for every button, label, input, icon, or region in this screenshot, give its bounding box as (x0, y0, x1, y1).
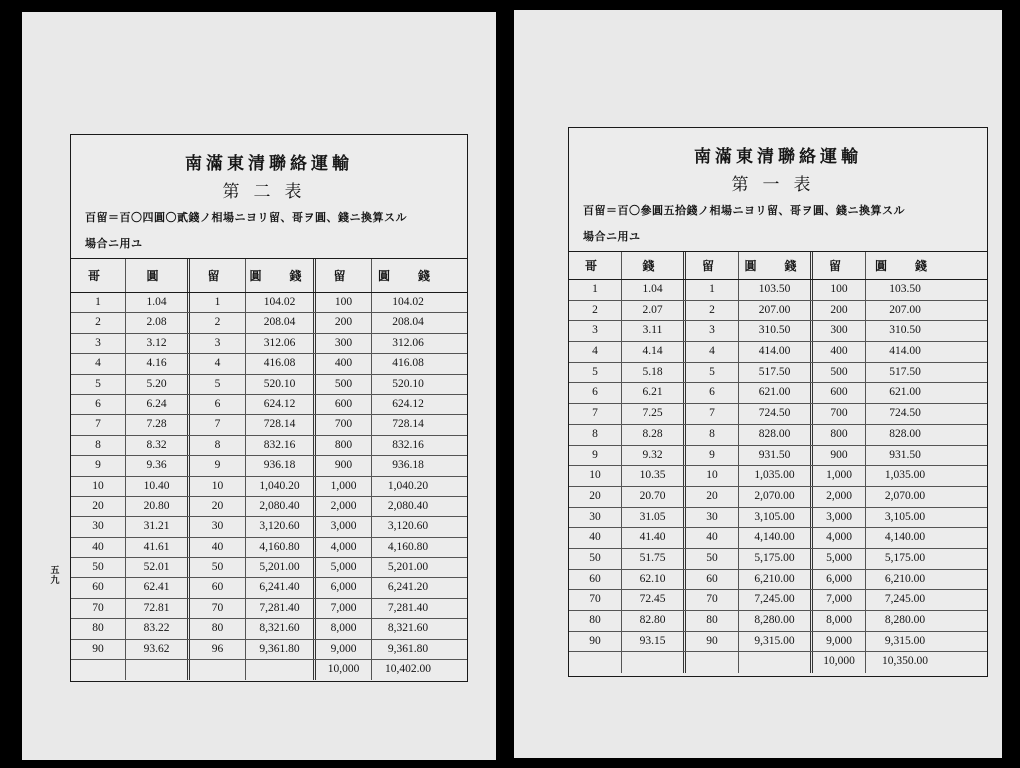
table-cell: 2 (686, 301, 739, 321)
table-cell: 9,361.80 (246, 640, 316, 659)
table-row (569, 549, 987, 570)
table-cell: 931.50 (739, 446, 813, 466)
table-cell: 62.41 (126, 578, 190, 597)
table-cell: 200 (813, 301, 866, 321)
note-line: 百留＝百〇參圓五拾錢ノ相場ニヨリ留、哥ヲ圓、錢ニ換算スル (583, 204, 905, 217)
table-cell (569, 652, 622, 673)
table-cell: 4,140.00 (884, 531, 926, 544)
table-cell: 400 (813, 342, 866, 362)
conversion-table-1 (568, 127, 988, 677)
table-cell: 90 (686, 632, 739, 652)
table-cell: 624.12 (246, 395, 316, 414)
table-cell: 3,000 (813, 508, 866, 528)
table-cell: 312.06 (392, 336, 424, 349)
table-cell: 100 (813, 280, 866, 300)
table-row (569, 321, 987, 342)
table-cell: 10,000 (316, 660, 372, 680)
table-cell: 20 (71, 497, 126, 516)
table-row (71, 436, 467, 456)
table-cell: 5,000 (813, 549, 866, 569)
table-cell: 30 (569, 508, 622, 528)
table-cell: 51.75 (622, 549, 686, 569)
table-cell: 70 (190, 599, 246, 618)
table-cell: 31.05 (622, 508, 686, 528)
table-cell: 9,361.80 (387, 642, 429, 655)
table-cell: 82.80 (622, 611, 686, 631)
table-cell: 724.50 (889, 407, 921, 420)
table-cell: 10 (190, 477, 246, 496)
table-cell: 3,000 (316, 517, 372, 536)
table-cell: 9 (686, 446, 739, 466)
table-cell: 4 (190, 354, 246, 373)
table-cell: 2,000 (813, 487, 866, 507)
table-cell: 2,070.00 (884, 489, 926, 502)
table-cell (622, 652, 686, 673)
table-cell: 6,241.20 (387, 581, 429, 594)
table-cell: 4.14 (622, 342, 686, 362)
table-row (71, 517, 467, 537)
column-header: 圓 錢 (874, 259, 935, 273)
table-row (71, 660, 467, 680)
table-row (71, 497, 467, 517)
table-cell: 8.28 (622, 425, 686, 445)
table-cell: 400 (316, 354, 372, 373)
column-header: 留 (813, 252, 866, 279)
table-cell: 10.35 (622, 466, 686, 486)
table-cell: 3,105.00 (739, 508, 813, 528)
table-cell: 80 (71, 619, 126, 638)
table-cell: 6,000 (813, 570, 866, 590)
table-row (569, 383, 987, 404)
table-cell: 8,321.60 (246, 619, 316, 638)
table-cell: 310.50 (739, 321, 813, 341)
table-cell: 50 (71, 558, 126, 577)
table-cell: 20 (569, 487, 622, 507)
table-cell: 936.18 (392, 459, 424, 472)
table-cell (739, 652, 813, 673)
column-header: 留 (316, 259, 372, 292)
table-cell: 10 (569, 466, 622, 486)
table-cell: 7,245.00 (739, 590, 813, 610)
table-cell: 621.00 (739, 383, 813, 403)
table-cell: 3 (569, 321, 622, 341)
column-header: 圓 (126, 259, 190, 292)
table-cell: 4,160.80 (387, 540, 429, 553)
table-cell: 50 (686, 549, 739, 569)
column-header: 留 (686, 252, 739, 279)
table-row (71, 354, 467, 374)
table-cell: 72.45 (622, 590, 686, 610)
right-page (514, 10, 1002, 758)
column-header: 哥 (569, 252, 622, 279)
note-line: 場合ニ用ユ (583, 230, 641, 243)
table-cell: 9,315.00 (739, 632, 813, 652)
table-cell: 60 (569, 570, 622, 590)
table-cell: 70 (71, 599, 126, 618)
table-cell: 1,040.20 (246, 477, 316, 496)
table-row (71, 456, 467, 476)
table-cell: 416.08 (246, 354, 316, 373)
table-cell: 9.36 (126, 456, 190, 475)
table-cell: 6 (569, 383, 622, 403)
table-cell: 40 (686, 528, 739, 548)
table-cell: 7.25 (622, 404, 686, 424)
table-cell: 9 (569, 446, 622, 466)
table-cell: 300 (316, 334, 372, 353)
table-cell: 20 (686, 487, 739, 507)
table-cell: 800 (813, 425, 866, 445)
table-cell: 520.10 (392, 377, 424, 390)
table-cell: 6 (190, 395, 246, 414)
table-cell: 8 (569, 425, 622, 445)
table-cell (686, 652, 739, 673)
table-cell: 4 (71, 354, 126, 373)
table-cell: 6,241.40 (246, 578, 316, 597)
table-cell: 3.12 (126, 334, 190, 353)
table-cell: 104.02 (246, 293, 316, 312)
table-cell: 828.00 (889, 427, 921, 440)
table-cell: 104.02 (392, 296, 424, 308)
table-header (569, 128, 987, 252)
table-cell: 1 (686, 280, 739, 300)
table-cell: 2,070.00 (739, 487, 813, 507)
table-row (569, 570, 987, 591)
table-cell: 8,000 (316, 619, 372, 638)
table-cell: 6 (686, 383, 739, 403)
table-cell: 3 (190, 334, 246, 353)
table-cell: 6.21 (622, 383, 686, 403)
table-cell: 5,201.00 (387, 561, 429, 574)
table-cell (246, 660, 316, 680)
column-header: 圓 錢 (377, 269, 438, 283)
table-cell: 200 (316, 313, 372, 332)
table-cell: 5,000 (316, 558, 372, 577)
table-cell: 30 (686, 508, 739, 528)
table-row (569, 301, 987, 322)
table-cell: 600 (316, 395, 372, 414)
table-cell: 728.14 (246, 415, 316, 434)
table-cell: 6,210.00 (739, 570, 813, 590)
table-cell: 80 (569, 611, 622, 631)
table-cell: 1.04 (126, 293, 190, 312)
table-cell: 4,160.80 (246, 538, 316, 557)
table-row (569, 466, 987, 487)
table-cell: 310.50 (889, 324, 921, 337)
table-cell: 800 (316, 436, 372, 455)
table-cell: 700 (316, 415, 372, 434)
table-cell: 3 (686, 321, 739, 341)
table-cell: 103.50 (889, 283, 921, 295)
table-cell: 728.14 (392, 418, 424, 431)
table-cell: 10 (71, 477, 126, 496)
table-cell: 90 (71, 640, 126, 659)
table-cell: 9 (190, 456, 246, 475)
table-row (71, 293, 467, 313)
table-cell: 8,280.00 (884, 614, 926, 626)
table-grid (71, 259, 467, 680)
left-page (22, 12, 496, 760)
table-cell: 7,281.40 (246, 599, 316, 618)
table-cell: 10,402.00 (385, 663, 431, 676)
table-cell: 41.61 (126, 538, 190, 557)
table-cell: 8,000 (813, 611, 866, 631)
table-note (85, 205, 453, 257)
table-row (71, 334, 467, 354)
table-row (71, 538, 467, 558)
table-cell: 4 (569, 342, 622, 362)
table-cell: 832.16 (246, 436, 316, 455)
table-cell: 5,201.00 (246, 558, 316, 577)
table-note (583, 198, 973, 250)
table-cell: 103.50 (739, 280, 813, 300)
table-cell: 1,000 (316, 477, 372, 496)
table-cell: 1 (71, 293, 126, 312)
table-cell: 312.06 (246, 334, 316, 353)
table-cell: 80 (190, 619, 246, 638)
table-cell: 1.04 (622, 280, 686, 300)
table-row (71, 477, 467, 497)
table-row (71, 578, 467, 598)
table-cell: 52.01 (126, 558, 190, 577)
table-cell: 20.80 (126, 497, 190, 516)
table-cell: 31.21 (126, 517, 190, 536)
table-row (569, 652, 987, 673)
table-cell: 3,105.00 (884, 510, 926, 523)
table-cell: 5,175.00 (739, 549, 813, 569)
table-row (569, 528, 987, 549)
table-row (71, 395, 467, 415)
table-cell: 5,175.00 (884, 551, 926, 564)
table-row (569, 363, 987, 384)
table-cell: 2 (71, 313, 126, 332)
table-cell: 207.00 (889, 303, 921, 316)
table-cell (126, 660, 190, 680)
table-row (569, 425, 987, 446)
table-cell: 2,080.40 (246, 497, 316, 516)
table-cell: 93.62 (126, 640, 190, 659)
table-row (71, 599, 467, 619)
table-cell: 96 (190, 640, 246, 659)
table-cell: 5 (71, 375, 126, 394)
table-cell: 72.81 (126, 599, 190, 618)
table-cell: 60 (71, 578, 126, 597)
table-row (71, 375, 467, 395)
table-row (71, 619, 467, 639)
table-cell: 93.15 (622, 632, 686, 652)
table-cell: 414.00 (889, 345, 921, 358)
table-cell: 828.00 (739, 425, 813, 445)
table-cell: 520.10 (246, 375, 316, 394)
table-cell: 1,035.00 (739, 466, 813, 486)
table-cell: 500 (316, 375, 372, 394)
table-cell: 6,000 (316, 578, 372, 597)
table-cell: 70 (569, 590, 622, 610)
table-row (569, 446, 987, 467)
table-row (71, 640, 467, 660)
table-cell: 6 (71, 395, 126, 414)
table-cell: 50 (569, 549, 622, 569)
table-row (71, 415, 467, 435)
table-row (71, 558, 467, 578)
column-header: 留 (190, 259, 246, 292)
table-cell: 7,281.40 (387, 601, 429, 614)
table-cell: 7.28 (126, 415, 190, 434)
table-row (569, 508, 987, 529)
table-cell: 5 (569, 363, 622, 383)
table-cell: 8.32 (126, 436, 190, 455)
table-cell: 517.50 (739, 363, 813, 383)
table-cell: 8 (190, 436, 246, 455)
table-cell: 300 (813, 321, 866, 341)
table-cell (71, 660, 126, 680)
table-cell: 30 (190, 517, 246, 536)
table-cell: 1 (190, 293, 246, 312)
table-cell: 624.12 (392, 397, 424, 410)
table-cell: 1,035.00 (884, 469, 926, 482)
table-subtitle: 第二表 (222, 182, 316, 202)
table-row (569, 342, 987, 363)
table-cell: 700 (813, 404, 866, 424)
table-subtitle: 第一表 (731, 175, 825, 195)
column-header-row (569, 252, 987, 280)
table-cell: 3.11 (622, 321, 686, 341)
table-cell: 10 (686, 466, 739, 486)
table-cell: 900 (316, 456, 372, 475)
table-cell: 3,120.60 (246, 517, 316, 536)
table-cell: 414.00 (739, 342, 813, 362)
column-header: 圓 錢 (739, 252, 813, 279)
table-row (569, 611, 987, 632)
table-cell: 7 (686, 404, 739, 424)
column-header: 哥 (71, 259, 126, 292)
table-cell: 60 (190, 578, 246, 597)
table-cell: 208.04 (392, 316, 424, 329)
table-cell: 7 (71, 415, 126, 434)
table-cell: 500 (813, 363, 866, 383)
table-cell: 1,040.20 (387, 479, 429, 492)
table-cell: 100 (316, 293, 372, 312)
note-line: 百留＝百〇四圓〇貳錢ノ相場ニヨリ留、哥ヲ圓、錢ニ換算スル (85, 211, 407, 224)
table-cell: 8,321.60 (387, 622, 429, 635)
table-cell: 90 (569, 632, 622, 652)
table-cell: 9,000 (813, 632, 866, 652)
table-cell: 1,000 (813, 466, 866, 486)
column-header: 錢 (622, 252, 686, 279)
table-cell: 30 (71, 517, 126, 536)
table-cell: 5 (190, 375, 246, 394)
table-cell: 6.24 (126, 395, 190, 414)
table-cell: 7 (569, 404, 622, 424)
table-cell: 517.50 (889, 365, 921, 378)
table-cell (190, 660, 246, 680)
table-cell: 7 (190, 415, 246, 434)
conversion-table-2 (70, 134, 468, 682)
table-row (569, 590, 987, 611)
table-cell: 8,280.00 (739, 611, 813, 631)
table-cell: 10,000 (813, 652, 866, 673)
table-cell: 9.32 (622, 446, 686, 466)
table-cell: 9,000 (316, 640, 372, 659)
table-cell: 2.08 (126, 313, 190, 332)
table-cell: 600 (813, 383, 866, 403)
table-row (569, 632, 987, 653)
table-cell: 80 (686, 611, 739, 631)
table-cell: 50 (190, 558, 246, 577)
table-cell: 5.20 (126, 375, 190, 394)
table-cell: 20.70 (622, 487, 686, 507)
table-cell: 832.16 (392, 438, 424, 451)
table-row (569, 487, 987, 508)
table-cell: 20 (190, 497, 246, 516)
table-cell: 621.00 (889, 386, 921, 399)
table-cell: 7,245.00 (884, 593, 926, 606)
table-cell: 40 (71, 538, 126, 557)
table-row (71, 313, 467, 333)
table-cell: 41.40 (622, 528, 686, 548)
table-cell: 7,000 (316, 599, 372, 618)
table-cell: 3 (71, 334, 126, 353)
table-cell: 9 (71, 456, 126, 475)
table-cell: 2 (569, 301, 622, 321)
table-cell: 2,080.40 (387, 499, 429, 512)
table-cell: 40 (569, 528, 622, 548)
table-cell: 931.50 (889, 448, 921, 461)
table-cell: 208.04 (246, 313, 316, 332)
table-cell: 2,000 (316, 497, 372, 516)
table-cell: 4,000 (813, 528, 866, 548)
table-cell: 6,210.00 (884, 572, 926, 585)
table-cell: 8 (686, 425, 739, 445)
table-title: 南滿東清聯絡運輸 (185, 154, 353, 174)
table-grid (569, 252, 987, 673)
table-cell: 9,315.00 (884, 634, 926, 647)
table-cell: 207.00 (739, 301, 813, 321)
table-cell: 40 (190, 538, 246, 557)
table-cell: 83.22 (126, 619, 190, 638)
table-cell: 7,000 (813, 590, 866, 610)
table-cell: 416.08 (392, 357, 424, 370)
table-cell: 4,140.00 (739, 528, 813, 548)
table-cell: 62.10 (622, 570, 686, 590)
table-row (569, 280, 987, 301)
table-cell: 724.50 (739, 404, 813, 424)
table-cell: 5 (686, 363, 739, 383)
table-cell: 60 (686, 570, 739, 590)
table-header (71, 135, 467, 259)
table-cell: 936.18 (246, 456, 316, 475)
table-cell: 1 (569, 280, 622, 300)
table-cell: 3,120.60 (387, 520, 429, 533)
table-cell: 4 (686, 342, 739, 362)
table-cell: 4,000 (316, 538, 372, 557)
note-line: 場合ニ用ユ (85, 237, 143, 250)
table-cell: 2.07 (622, 301, 686, 321)
table-cell: 4.16 (126, 354, 190, 373)
table-cell: 70 (686, 590, 739, 610)
table-cell: 2 (190, 313, 246, 332)
table-cell: 10.40 (126, 477, 190, 496)
table-title: 南滿東清聯絡運輸 (694, 147, 862, 167)
table-cell: 8 (71, 436, 126, 455)
column-header: 圓 錢 (246, 259, 316, 292)
table-row (569, 404, 987, 425)
table-cell: 10,350.00 (882, 655, 928, 668)
table-cell: 5.18 (622, 363, 686, 383)
page-number: 五九 (50, 566, 60, 586)
table-cell: 900 (813, 446, 866, 466)
column-header-row (71, 259, 467, 293)
